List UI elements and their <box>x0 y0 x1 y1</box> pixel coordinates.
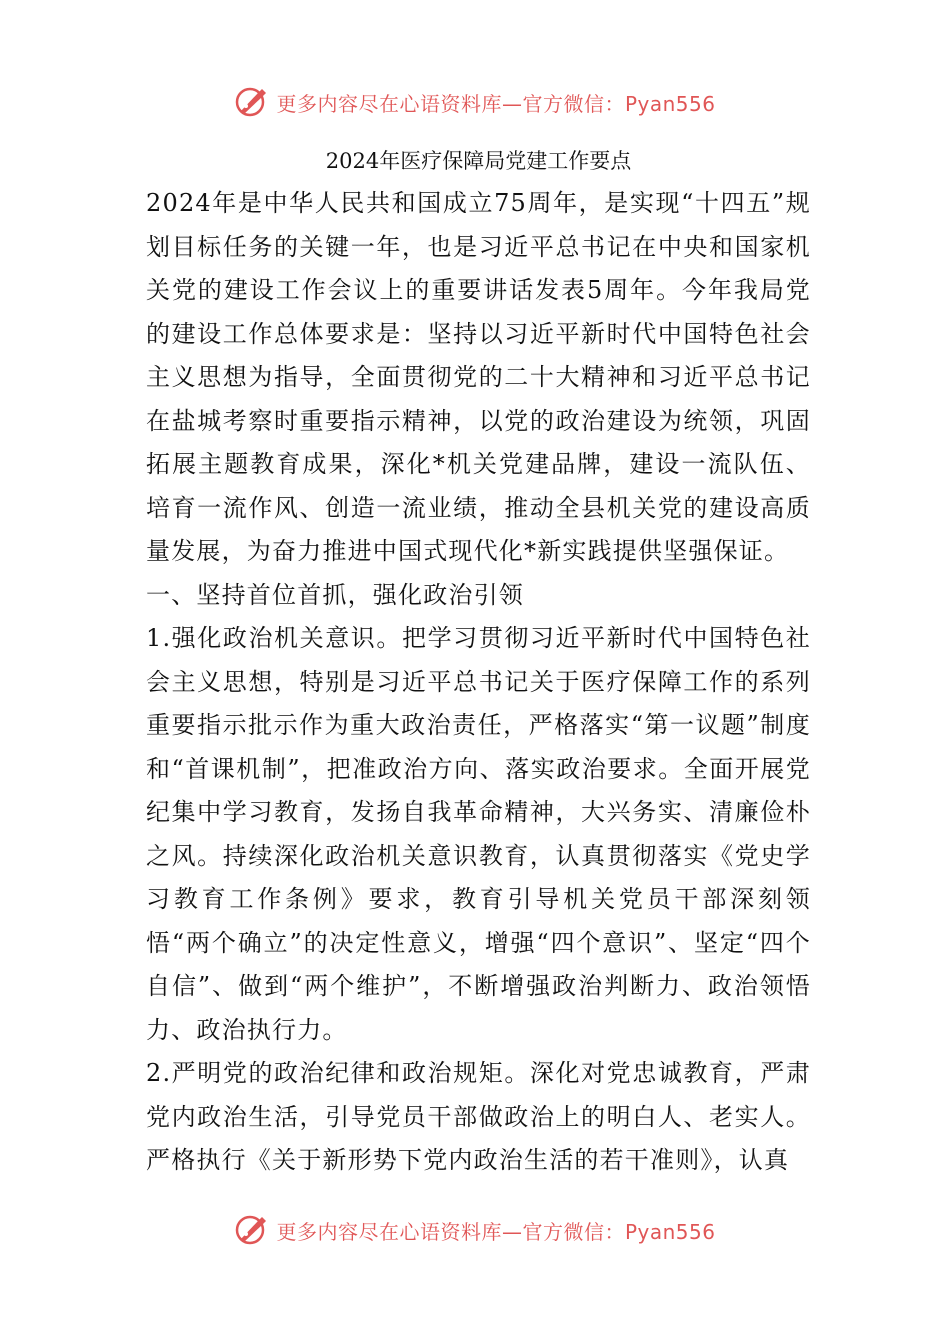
pen-circle-logo-icon <box>234 84 270 120</box>
watermark-text: 更多内容尽在心语资料库—官方微信：Pyan556 <box>276 1219 716 1244</box>
watermark-banner-top <box>0 80 950 124</box>
section-heading-1: 一、坚持首位首抓，强化政治引领 <box>146 580 524 609</box>
item-1-paragraph: 1.强化政治机关意识。把学习贯彻习近平新时代中国特色社会主义思想，特别是习近平总书记关于医疗保障工作的系列重要指示批示作为重大政治责任，严格落实“第一议题”制度和“首课机制”，把准政治方向、落实政治要求。全面开展党纪集中学习教育，发扬自我革命精神，大兴务实、清廉俭朴之风。持续深化政治机关意识教育，认真贯彻落实《党史学习教育工作条例》要求，教育引导机关党员干部深刻领悟“两个确立”的决定性意义，增强“四个意识”、坚定“四个自信”、做到“两个维护”，不断增强政治判断力、政治领悟力、政治执行力。 <box>146 624 811 1044</box>
document-body <box>146 140 811 1183</box>
item-2-paragraph: 2.严明党的政治纪律和政治规矩。深化对党忠诚教育，严肃党内政治生活，引导党员干部做政治上的明白人、老实人。严格执行《关于新形势下党内政治生活的若干准则》，认真 <box>146 1059 811 1174</box>
watermark-text: 更多内容尽在心语资料库—官方微信：Pyan556 <box>276 91 716 116</box>
document-title: 2024年医疗保障局党建工作要点 <box>325 149 632 173</box>
pen-circle-logo-icon <box>234 1212 270 1248</box>
watermark-banner-bottom <box>0 1208 950 1252</box>
intro-paragraph: 2024年是中华人民共和国成立75周年，是实现“十四五”规划目标任务的关键一年，也是习近平总书记在中央和国家机关党的建设工作会议上的重要讲话发表5周年。今年我局党的建设工作总体要求是：坚持以习近平新时代中国特色社会主义思想为指导，全面贯彻党的二十大精神和习近平总书记在盐城考察时重要指示精神，以党的政治建设为统领，巩固拓展主题教育成果，深化*机关党建品牌，建设一流队伍、培育一流作风、创造一流业绩，推动全县机关党的建设高质量发展，为奋力推进中国式现代化*新实践提供坚强保证。 <box>146 189 811 565</box>
